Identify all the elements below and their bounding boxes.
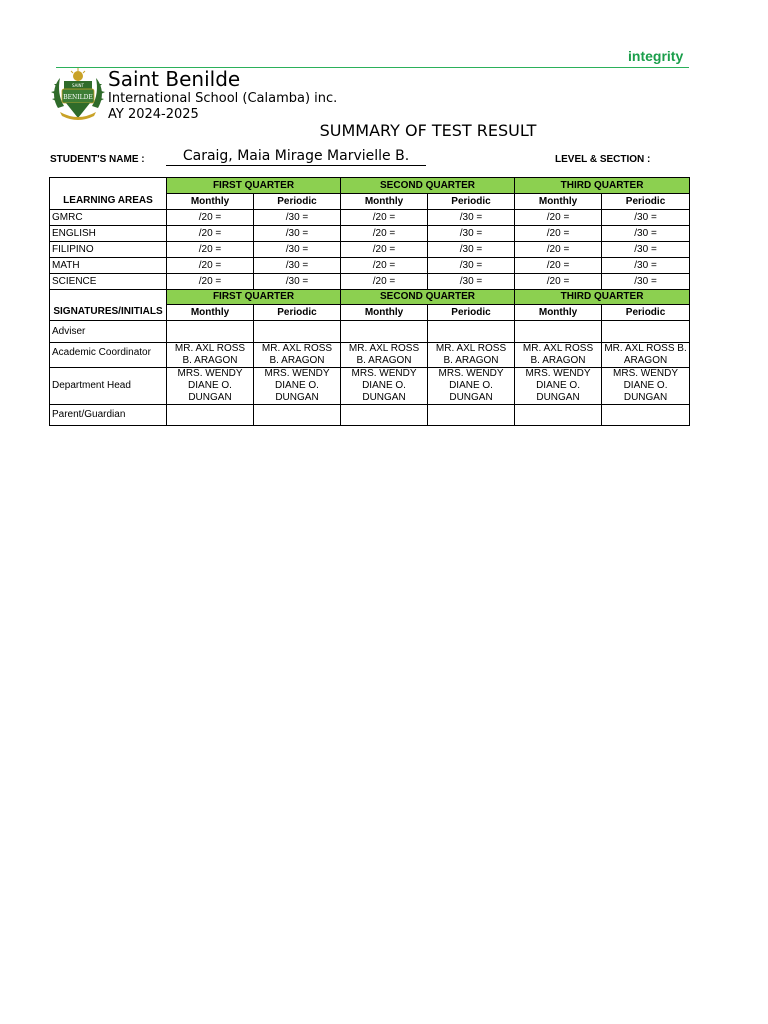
exam-type-header: Periodic — [602, 305, 690, 321]
signature-cell[interactable] — [515, 321, 602, 343]
score-cell[interactable]: /20 = — [515, 242, 602, 258]
signature-cell[interactable]: MR. AXL ROSS B. ARAGON — [515, 343, 602, 368]
score-cell[interactable]: /20 = — [515, 258, 602, 274]
signature-cell[interactable]: MRS. WENDY DIANE O. DUNGAN — [341, 368, 428, 405]
exam-type-header: Periodic — [428, 305, 515, 321]
quarter-header: FIRST QUARTER — [167, 290, 341, 305]
academic-year: AY 2024-2025 — [108, 107, 199, 122]
score-cell[interactable]: /30 = — [254, 226, 341, 242]
school-subtitle: International School (Calamba) inc. — [108, 91, 338, 106]
score-cell[interactable]: /20 = — [515, 226, 602, 242]
signature-cell[interactable] — [341, 321, 428, 343]
exam-type-header: Monthly — [167, 194, 254, 210]
quarter-header: FIRST QUARTER — [167, 178, 341, 194]
student-name-label: STUDENT'S NAME : — [50, 154, 145, 165]
table-row — [50, 274, 690, 290]
score-cell[interactable]: /30 = — [602, 210, 690, 226]
blank-corner-cell — [50, 178, 167, 194]
signature-quarter-header-row — [50, 290, 690, 305]
signatory-role: Department Head — [50, 368, 167, 405]
score-cell[interactable]: /20 = — [167, 226, 254, 242]
student-name-value: Caraig, Maia Mirage Marvielle B. — [166, 147, 426, 166]
test-results-table — [49, 177, 690, 426]
score-cell[interactable]: /20 = — [167, 258, 254, 274]
signature-cell[interactable] — [602, 321, 690, 343]
learning-area-label: FILIPINO — [50, 242, 167, 258]
signatory-role: Academic Coordinator — [50, 343, 167, 368]
table-row — [50, 258, 690, 274]
score-cell[interactable]: /20 = — [515, 210, 602, 226]
signature-cell[interactable]: MR. AXL ROSS B. ARAGON — [428, 343, 515, 368]
signature-cell[interactable]: MRS. WENDY DIANE O. DUNGAN — [515, 368, 602, 405]
score-cell[interactable]: /20 = — [341, 226, 428, 242]
signature-cell[interactable] — [167, 321, 254, 343]
quarter-header: SECOND QUARTER — [341, 178, 515, 194]
logo-text-top: SAINT — [72, 83, 84, 88]
signature-row — [50, 368, 690, 405]
signature-cell[interactable]: MRS. WENDY DIANE O. DUNGAN — [428, 368, 515, 405]
signature-cell[interactable]: MR. AXL ROSS B. ARAGON — [167, 343, 254, 368]
blank-corner-cell — [50, 290, 167, 305]
exam-type-header: Monthly — [515, 194, 602, 210]
signatures-header: SIGNATURES/INITIALS — [50, 305, 167, 321]
signature-cell[interactable] — [602, 405, 690, 426]
exam-type-header: Monthly — [341, 194, 428, 210]
score-cell[interactable]: /30 = — [602, 226, 690, 242]
signature-cell[interactable]: MR. AXL ROSS B. ARAGON — [341, 343, 428, 368]
score-cell[interactable]: /30 = — [254, 258, 341, 274]
score-cell[interactable]: /30 = — [428, 242, 515, 258]
exam-type-header-row — [50, 194, 690, 210]
learning-area-label: MATH — [50, 258, 167, 274]
quarter-header: THIRD QUARTER — [515, 178, 690, 194]
score-cell[interactable]: /20 = — [167, 210, 254, 226]
score-cell[interactable]: /20 = — [515, 274, 602, 290]
score-cell[interactable]: /30 = — [602, 242, 690, 258]
learning-area-label: ENGLISH — [50, 226, 167, 242]
signature-row — [50, 343, 690, 368]
signature-cell[interactable] — [254, 405, 341, 426]
signature-cell[interactable]: MR. AXL ROSS B. ARAGON — [602, 343, 690, 368]
corner-text: integrity — [628, 48, 684, 64]
score-cell[interactable]: /30 = — [254, 274, 341, 290]
signature-exam-type-row — [50, 305, 690, 321]
quarter-header: SECOND QUARTER — [341, 290, 515, 305]
quarter-header: THIRD QUARTER — [515, 290, 690, 305]
score-cell[interactable]: /20 = — [341, 210, 428, 226]
level-section-label: LEVEL & SECTION : — [555, 154, 651, 165]
score-cell[interactable]: /20 = — [341, 258, 428, 274]
table-row — [50, 210, 690, 226]
signature-cell[interactable] — [341, 405, 428, 426]
score-cell[interactable]: /20 = — [341, 274, 428, 290]
signature-cell[interactable] — [428, 405, 515, 426]
score-cell[interactable]: /30 = — [428, 274, 515, 290]
signature-cell[interactable] — [428, 321, 515, 343]
exam-type-header: Monthly — [341, 305, 428, 321]
exam-type-header: Periodic — [428, 194, 515, 210]
signature-cell[interactable] — [254, 321, 341, 343]
quarter-header-row — [50, 178, 690, 194]
signature-cell[interactable] — [167, 405, 254, 426]
score-cell[interactable]: /30 = — [428, 210, 515, 226]
signature-cell[interactable]: MRS. WENDY DIANE O. DUNGAN — [254, 368, 341, 405]
exam-type-header: Monthly — [515, 305, 602, 321]
score-cell[interactable]: /30 = — [428, 258, 515, 274]
signatory-role: Parent/Guardian — [50, 405, 167, 426]
learning-area-label: GMRC — [50, 210, 167, 226]
school-name: Saint Benilde — [108, 67, 241, 91]
signature-cell[interactable]: MR. AXL ROSS B. ARAGON — [254, 343, 341, 368]
score-cell[interactable]: /30 = — [428, 226, 515, 242]
signature-cell[interactable]: MRS. WENDY DIANE O. DUNGAN — [602, 368, 690, 405]
score-cell[interactable]: /20 = — [167, 242, 254, 258]
school-logo — [50, 68, 106, 124]
table-row — [50, 226, 690, 242]
score-cell[interactable]: /30 = — [254, 242, 341, 258]
signature-cell[interactable]: MRS. WENDY DIANE O. DUNGAN — [167, 368, 254, 405]
table-row — [50, 242, 690, 258]
score-cell[interactable]: /20 = — [341, 242, 428, 258]
learning-areas-header: LEARNING AREAS — [50, 194, 167, 210]
signature-row — [50, 405, 690, 426]
exam-type-header: Periodic — [254, 194, 341, 210]
exam-type-header: Periodic — [602, 194, 690, 210]
signature-row — [50, 321, 690, 343]
exam-type-header: Monthly — [167, 305, 254, 321]
signature-cell[interactable] — [515, 405, 602, 426]
document-title: SUMMARY OF TEST RESULT — [319, 121, 537, 140]
score-cell[interactable]: /30 = — [254, 210, 341, 226]
signatory-role: Adviser — [50, 321, 167, 343]
score-cell[interactable]: /30 = — [602, 274, 690, 290]
score-cell[interactable]: /20 = — [167, 274, 254, 290]
logo-text-main: BENILDE — [63, 94, 93, 101]
score-cell[interactable]: /30 = — [602, 258, 690, 274]
learning-area-label: SCIENCE — [50, 274, 167, 290]
exam-type-header: Periodic — [254, 305, 341, 321]
